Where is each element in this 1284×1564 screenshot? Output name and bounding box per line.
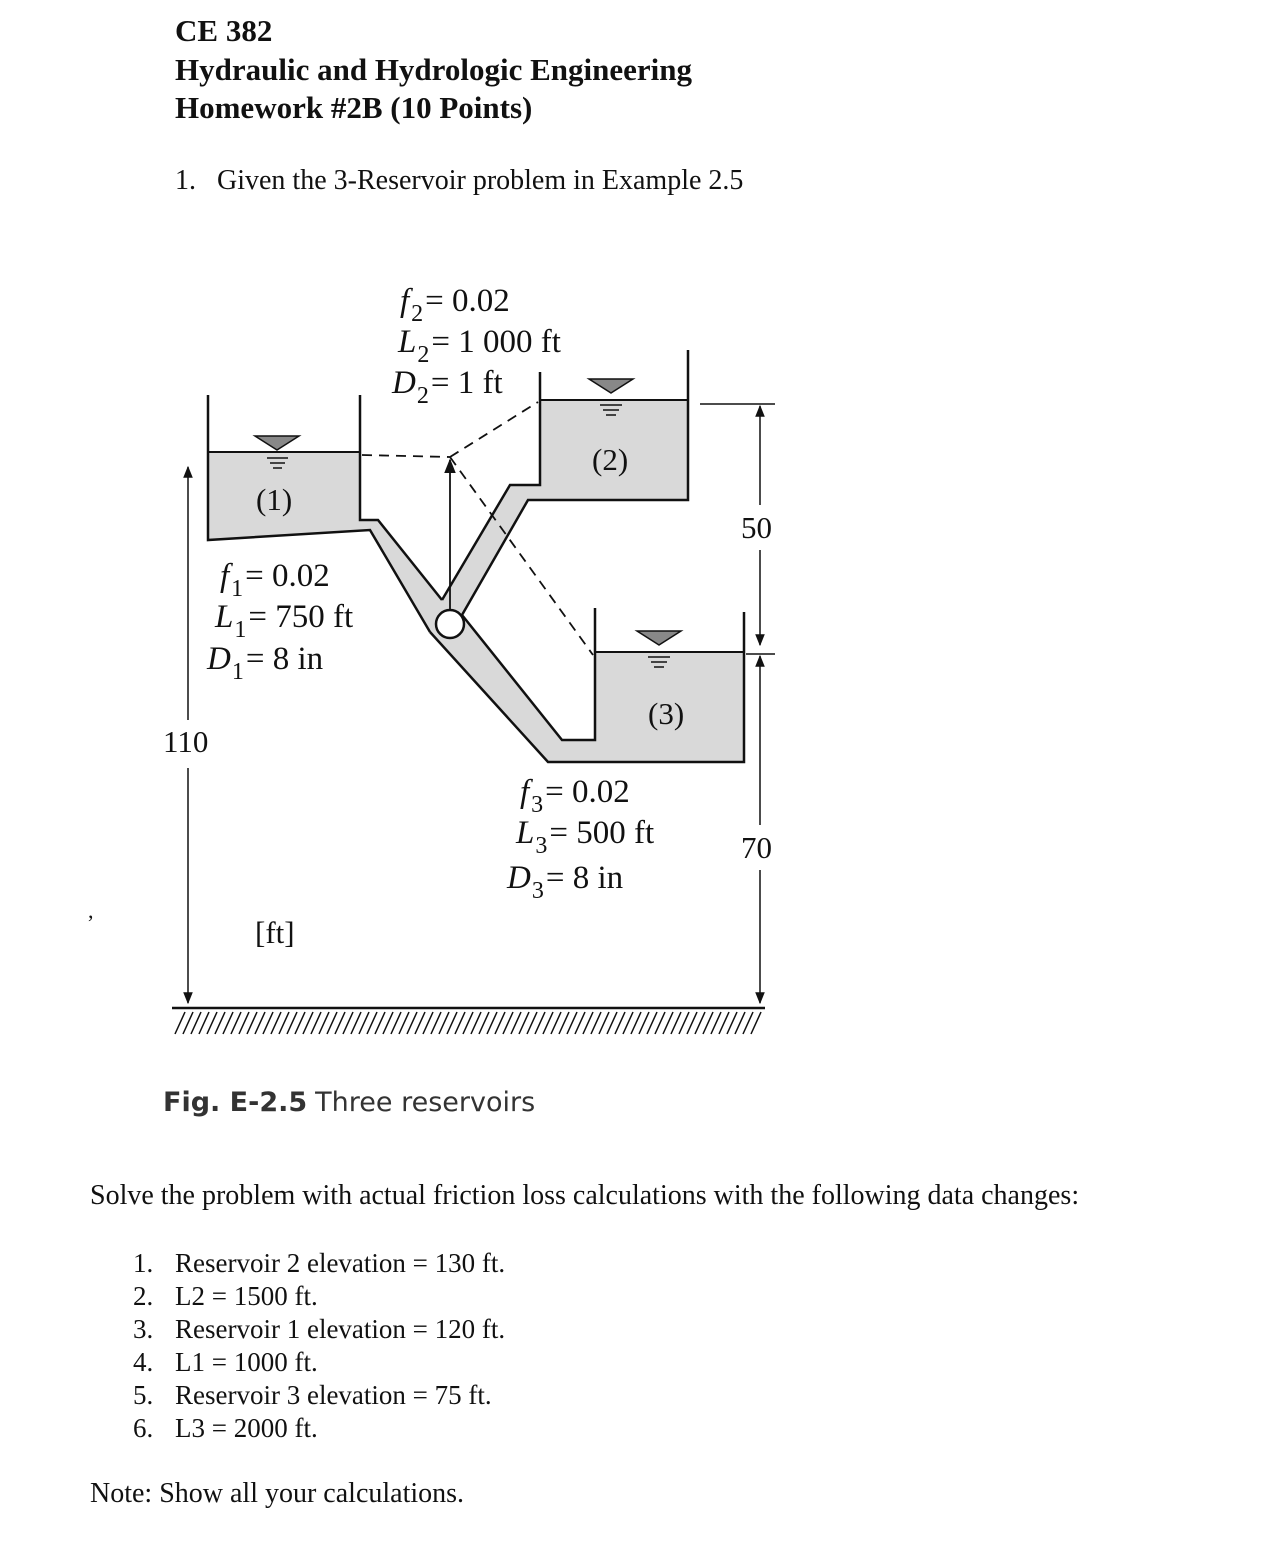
junction-node [436,610,464,638]
pipe2-D-sub: 2 [416,383,429,409]
svg-text:D3= 8 in [506,860,623,904]
reservoir-3-label: (3) [648,696,685,731]
pipe2-L-value: = 1 000 ft [431,324,561,360]
dimension-70-label: 70 [741,830,772,865]
svg-text:D1= 8 in [206,641,323,685]
dimension-110-label: 110 [163,724,209,759]
list-number: 3. [133,1314,154,1344]
pipe3-D-symbol: D [507,860,531,896]
pipe2-L-symbol: L [398,324,417,360]
pipe2-D-symbol: D [392,365,416,401]
pipe1-label [206,558,353,685]
svg-text:L3= 500 ft [515,815,654,859]
stray-mark: , [88,898,94,923]
list-text: Reservoir 1 elevation = 120 ft. [175,1314,506,1344]
list-item [133,1412,505,1445]
list-number: 1. [133,1248,154,1278]
pipe3-f-value: = 0.02 [545,774,630,810]
pipe1-f-value: = 0.02 [245,558,330,594]
caption-text: Three reservoirs [315,1087,536,1118]
svg-text:L2= 1 000 ft [397,324,561,368]
pipe2-f-symbol: f [400,283,410,319]
pipe3-L-symbol: L [516,815,535,851]
svg-text:f1= 0.02 [220,558,330,602]
assignment-title: Homework #2B (10 Points) [175,90,533,125]
pipe3-D-value: = 8 in [545,860,624,896]
reservoir-1-label: (1) [256,482,293,517]
svg-text:f3= 0.02 [520,774,630,818]
pipe1-D-symbol: D [207,641,231,677]
figure-caption [163,1087,535,1118]
svg-text:L1= 750 ft [214,599,353,643]
list-number: 5. [133,1380,154,1410]
pipe1-L-sub: 1 [234,617,247,643]
pipe3-D-sub: 3 [531,878,544,904]
list-text: Reservoir 3 elevation = 75 ft. [175,1380,492,1410]
pipe2-f-sub: 2 [411,301,424,327]
instructions-intro: Solve the problem with actual friction loss calculations with the following data changes: [90,1180,1080,1211]
list-text: L3 = 2000 ft. [175,1413,318,1443]
course-title: Hydraulic and Hydrologic Engineering [175,52,693,87]
pipe3-label [506,774,654,904]
pipe2-L-sub: 2 [417,342,430,368]
pipe3-f-sub: 3 [531,792,544,818]
list-number: 6. [133,1413,154,1443]
list-item [133,1346,505,1379]
units-label: [ft] [255,915,295,950]
reservoir-2-label: (2) [592,442,629,477]
question-text: Given the 3-Reservoir problem in Example 2.5 [217,165,744,196]
course-code: CE 382 [175,13,273,48]
pipe3-f-symbol: f [520,774,530,810]
caption-label: Fig. E-2.5 [163,1087,308,1118]
dimension-50-label: 50 [741,510,772,545]
pipe1-f-symbol: f [220,558,230,594]
pipe2-D-value: = 1 ft [430,365,503,401]
pipe1-L-value: = 750 ft [248,599,354,635]
note: Note: Show all your calculations. [90,1478,465,1509]
pipe1-L-symbol: L [215,599,234,635]
pipe1-f-sub: 1 [231,576,244,602]
list-item [133,1280,505,1313]
pipe3-L-value: = 500 ft [549,815,655,851]
svg-text:f2= 0.02 [400,283,510,327]
data-changes-list [133,1247,505,1445]
list-text: Reservoir 2 elevation = 130 ft. [175,1248,506,1278]
list-item [133,1379,505,1412]
ground-datum [167,1008,765,1034]
list-item [133,1247,505,1280]
list-number: 2. [133,1281,154,1311]
list-text: L1 = 1000 ft. [175,1347,318,1377]
list-text: L2 = 1500 ft. [175,1281,318,1311]
pipe2-label [391,283,561,409]
pipe3-L-sub: 3 [535,833,548,859]
list-number: 4. [133,1347,154,1377]
pipe1-D-sub: 1 [231,659,244,685]
list-item [133,1313,505,1346]
svg-text:D2= 1 ft [391,365,503,409]
pipe2-f-value: = 0.02 [425,283,510,319]
pipe1-D-value: = 8 in [245,641,324,677]
question-number: 1. [175,165,196,196]
